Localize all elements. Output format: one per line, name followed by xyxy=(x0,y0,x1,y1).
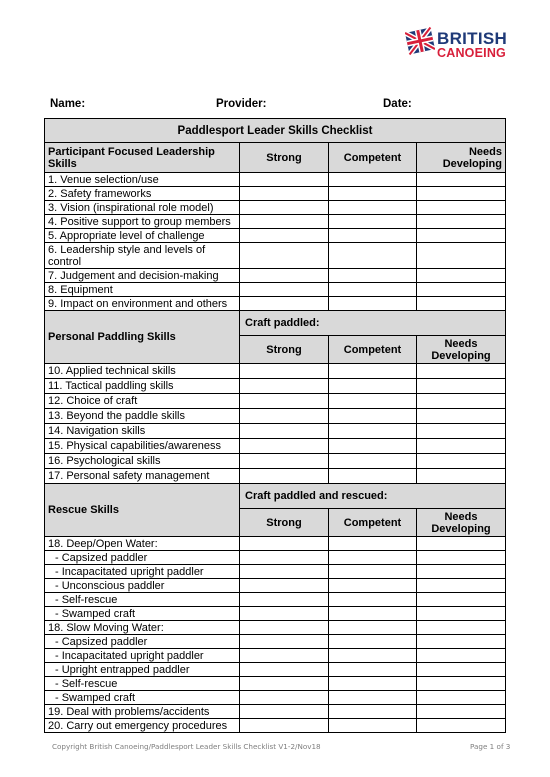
skill-row xyxy=(45,593,506,607)
skill-row xyxy=(45,379,506,394)
section-header-row xyxy=(45,311,506,336)
skill-row xyxy=(45,394,506,409)
rating-cell-needs-developing[interactable] xyxy=(417,649,506,663)
group-label: 18. Deep/Open Water: xyxy=(45,537,240,551)
rating-cell-competent[interactable] xyxy=(329,173,417,187)
rating-cell-strong[interactable] xyxy=(240,454,329,469)
title-row xyxy=(45,119,506,143)
skill-label: 10. Applied technical skills xyxy=(45,364,240,379)
skill-label: 17. Personal safety management xyxy=(45,469,240,484)
skill-label: - Unconscious paddler xyxy=(45,579,240,593)
rating-cell-needs-developing[interactable] xyxy=(417,719,506,733)
british-canoeing-logo xyxy=(405,24,517,64)
logo-wordmark-canoeing: CANOEING xyxy=(437,46,506,60)
rating-cell-strong[interactable] xyxy=(240,537,329,551)
skill-row xyxy=(45,243,506,269)
skill-label: 2. Safety frameworks xyxy=(45,187,240,201)
rating-cell-needs-developing[interactable] xyxy=(417,621,506,635)
skill-row xyxy=(45,424,506,439)
rating-cell-competent[interactable] xyxy=(329,537,417,551)
skill-label: 6. Leadership style and levels of control xyxy=(45,243,240,269)
rating-cell-strong[interactable] xyxy=(240,565,329,579)
rating-cell-strong[interactable] xyxy=(240,607,329,621)
rating-cell-competent[interactable] xyxy=(329,283,417,297)
rating-cell-needs-developing[interactable] xyxy=(417,297,506,311)
skill-label: - Incapacitated upright paddler xyxy=(45,649,240,663)
rating-cell-competent[interactable] xyxy=(329,593,417,607)
column-competent: Competent xyxy=(329,336,417,364)
rating-cell-competent[interactable] xyxy=(329,607,417,621)
rating-cell-competent[interactable] xyxy=(329,579,417,593)
column-needs-developing: Needs Developing xyxy=(417,143,506,173)
rating-cell-needs-developing[interactable] xyxy=(417,537,506,551)
rating-cell-needs-developing[interactable] xyxy=(417,379,506,394)
rating-cell-strong[interactable] xyxy=(240,719,329,733)
skill-row xyxy=(45,677,506,691)
footer-page-number: Page 1 of 3 xyxy=(470,742,511,751)
rating-cell-competent[interactable] xyxy=(329,649,417,663)
rating-cell-strong[interactable] xyxy=(240,187,329,201)
rating-cell-needs-developing[interactable] xyxy=(417,677,506,691)
rating-cell-competent[interactable] xyxy=(329,621,417,635)
skills-checklist-table xyxy=(44,118,506,733)
column-strong: Strong xyxy=(240,336,329,364)
rating-cell-competent[interactable] xyxy=(329,551,417,565)
rating-cell-needs-developing[interactable] xyxy=(417,364,506,379)
group-label-row xyxy=(45,537,506,551)
section-title: Personal Paddling Skills xyxy=(45,311,240,364)
rating-cell-strong[interactable] xyxy=(240,691,329,705)
skill-label: 11. Tactical paddling skills xyxy=(45,379,240,394)
rating-cell-needs-developing[interactable] xyxy=(417,454,506,469)
rating-cell-needs-developing[interactable] xyxy=(417,593,506,607)
skill-row xyxy=(45,173,506,187)
skill-row xyxy=(45,187,506,201)
rating-cell-strong[interactable] xyxy=(240,424,329,439)
skill-row xyxy=(45,469,506,484)
rating-cell-competent[interactable] xyxy=(329,243,417,269)
skill-label: - Capsized paddler xyxy=(45,551,240,565)
skill-label: 1. Venue selection/use xyxy=(45,173,240,187)
rating-cell-needs-developing[interactable] xyxy=(417,409,506,424)
skill-label: 9. Impact on environment and others xyxy=(45,297,240,311)
logo-wordmark-british: BRITISH xyxy=(437,29,508,48)
rating-cell-needs-developing[interactable] xyxy=(417,607,506,621)
rating-cell-needs-developing[interactable] xyxy=(417,173,506,187)
rating-cell-strong[interactable] xyxy=(240,243,329,269)
section-header-row xyxy=(45,484,506,509)
rating-cell-competent[interactable] xyxy=(329,677,417,691)
rating-cell-competent[interactable] xyxy=(329,229,417,243)
craft-paddled-field[interactable]: Craft paddled and rescued: xyxy=(240,484,506,509)
skill-label: - Upright entrapped paddler xyxy=(45,663,240,677)
craft-paddled-field[interactable]: Craft paddled: xyxy=(240,311,506,336)
rating-cell-strong[interactable] xyxy=(240,649,329,663)
rating-cell-strong[interactable] xyxy=(240,551,329,565)
skill-row xyxy=(45,705,506,719)
skill-row xyxy=(45,719,506,733)
rating-cell-competent[interactable] xyxy=(329,469,417,484)
rating-cell-needs-developing[interactable] xyxy=(417,215,506,229)
skill-label: - Capsized paddler xyxy=(45,635,240,649)
column-competent: Competent xyxy=(329,509,417,537)
skill-label: 4. Positive support to group members xyxy=(45,215,240,229)
skill-row xyxy=(45,439,506,454)
skill-label: 13. Beyond the paddle skills xyxy=(45,409,240,424)
name-label: Name: xyxy=(50,98,86,110)
skill-row xyxy=(45,297,506,311)
rating-cell-strong[interactable] xyxy=(240,621,329,635)
rating-cell-strong[interactable] xyxy=(240,469,329,484)
rating-cell-competent[interactable] xyxy=(329,215,417,229)
skill-label: 3. Vision (inspirational role model) xyxy=(45,201,240,215)
skill-row xyxy=(45,579,506,593)
rating-cell-strong[interactable] xyxy=(240,663,329,677)
rating-cell-strong[interactable] xyxy=(240,439,329,454)
rating-cell-strong[interactable] xyxy=(240,593,329,607)
rating-cell-strong[interactable] xyxy=(240,635,329,649)
skill-row xyxy=(45,229,506,243)
section-header-row xyxy=(45,143,506,173)
rating-cell-competent[interactable] xyxy=(329,409,417,424)
skill-row xyxy=(45,691,506,705)
rating-cell-strong[interactable] xyxy=(240,579,329,593)
skill-row xyxy=(45,607,506,621)
rating-cell-needs-developing[interactable] xyxy=(417,635,506,649)
rating-cell-competent[interactable] xyxy=(329,394,417,409)
rating-cell-strong[interactable] xyxy=(240,677,329,691)
skill-label: - Incapacitated upright paddler xyxy=(45,565,240,579)
rating-cell-strong[interactable] xyxy=(240,201,329,215)
rating-cell-needs-developing[interactable] xyxy=(417,201,506,215)
rating-cell-strong[interactable] xyxy=(240,394,329,409)
skill-label: 16. Psychological skills xyxy=(45,454,240,469)
column-needs-developing: Needs Developing xyxy=(417,336,506,364)
skill-row xyxy=(45,201,506,215)
skill-label: 7. Judgement and decision-making xyxy=(45,269,240,283)
rating-cell-strong[interactable] xyxy=(240,269,329,283)
group-label: 18. Slow Moving Water: xyxy=(45,621,240,635)
column-competent: Competent xyxy=(329,143,417,173)
rating-cell-needs-developing[interactable] xyxy=(417,579,506,593)
rating-cell-competent[interactable] xyxy=(329,635,417,649)
rating-cell-strong[interactable] xyxy=(240,229,329,243)
skill-label: 5. Appropriate level of challenge xyxy=(45,229,240,243)
skill-label: 14. Navigation skills xyxy=(45,424,240,439)
rating-cell-strong[interactable] xyxy=(240,297,329,311)
rating-cell-competent[interactable] xyxy=(329,379,417,394)
rating-cell-needs-developing[interactable] xyxy=(417,243,506,269)
section-title: Participant Focused Leadership Skills xyxy=(45,143,240,173)
skill-label: - Self-rescue xyxy=(45,593,240,607)
rating-cell-needs-developing[interactable] xyxy=(417,187,506,201)
rating-cell-needs-developing[interactable] xyxy=(417,439,506,454)
rating-cell-needs-developing[interactable] xyxy=(417,551,506,565)
rating-cell-strong[interactable] xyxy=(240,283,329,297)
rating-cell-strong[interactable] xyxy=(240,705,329,719)
union-flag-icon xyxy=(405,24,435,58)
rating-cell-competent[interactable] xyxy=(329,663,417,677)
skill-row xyxy=(45,635,506,649)
checklist-body xyxy=(45,119,506,733)
footer-copyright: Copyright British Canoeing/Paddlesport Leader Skills Checklist V1-2/Nov18 xyxy=(52,742,321,751)
rating-cell-competent[interactable] xyxy=(329,187,417,201)
skill-row xyxy=(45,283,506,297)
skill-row xyxy=(45,649,506,663)
rating-cell-needs-developing[interactable] xyxy=(417,269,506,283)
checklist-title: Paddlesport Leader Skills Checklist xyxy=(45,119,506,143)
group-label-row xyxy=(45,621,506,635)
skill-row xyxy=(45,454,506,469)
skill-label: 20. Carry out emergency procedures xyxy=(45,719,240,733)
rating-cell-needs-developing[interactable] xyxy=(417,283,506,297)
rating-cell-competent[interactable] xyxy=(329,364,417,379)
rating-cell-competent[interactable] xyxy=(329,691,417,705)
rating-cell-needs-developing[interactable] xyxy=(417,691,506,705)
skill-row xyxy=(45,215,506,229)
skill-label: - Self-rescue xyxy=(45,677,240,691)
column-strong: Strong xyxy=(240,143,329,173)
section-title: Rescue Skills xyxy=(45,484,240,537)
rating-cell-needs-developing[interactable] xyxy=(417,424,506,439)
rating-cell-competent[interactable] xyxy=(329,439,417,454)
rating-cell-competent[interactable] xyxy=(329,201,417,215)
rating-cell-competent[interactable] xyxy=(329,269,417,283)
rating-cell-strong[interactable] xyxy=(240,215,329,229)
skill-label: 8. Equipment xyxy=(45,283,240,297)
skill-row xyxy=(45,409,506,424)
rating-cell-needs-developing[interactable] xyxy=(417,663,506,677)
rating-cell-needs-developing[interactable] xyxy=(417,705,506,719)
rating-cell-needs-developing[interactable] xyxy=(417,469,506,484)
skill-label: 15. Physical capabilities/awareness xyxy=(45,439,240,454)
column-strong: Strong xyxy=(240,509,329,537)
skill-row xyxy=(45,269,506,283)
rating-cell-needs-developing[interactable] xyxy=(417,394,506,409)
rating-cell-strong[interactable] xyxy=(240,364,329,379)
skill-label: - Swamped craft xyxy=(45,691,240,705)
rating-cell-strong[interactable] xyxy=(240,409,329,424)
rating-cell-needs-developing[interactable] xyxy=(417,229,506,243)
rating-cell-competent[interactable] xyxy=(329,565,417,579)
skill-label: 19. Deal with problems/accidents xyxy=(45,705,240,719)
rating-cell-competent[interactable] xyxy=(329,454,417,469)
skill-row xyxy=(45,551,506,565)
rating-cell-competent[interactable] xyxy=(329,297,417,311)
rating-cell-competent[interactable] xyxy=(329,705,417,719)
skill-row xyxy=(45,565,506,579)
rating-cell-strong[interactable] xyxy=(240,379,329,394)
rating-cell-competent[interactable] xyxy=(329,424,417,439)
skill-label: 12. Choice of craft xyxy=(45,394,240,409)
date-label: Date: xyxy=(383,98,412,110)
skill-row xyxy=(45,364,506,379)
column-needs-developing: Needs Developing xyxy=(417,509,506,537)
skill-row xyxy=(45,663,506,677)
rating-cell-competent[interactable] xyxy=(329,719,417,733)
provider-label: Provider: xyxy=(216,98,267,110)
rating-cell-needs-developing[interactable] xyxy=(417,565,506,579)
rating-cell-strong[interactable] xyxy=(240,173,329,187)
skill-label: - Swamped craft xyxy=(45,607,240,621)
